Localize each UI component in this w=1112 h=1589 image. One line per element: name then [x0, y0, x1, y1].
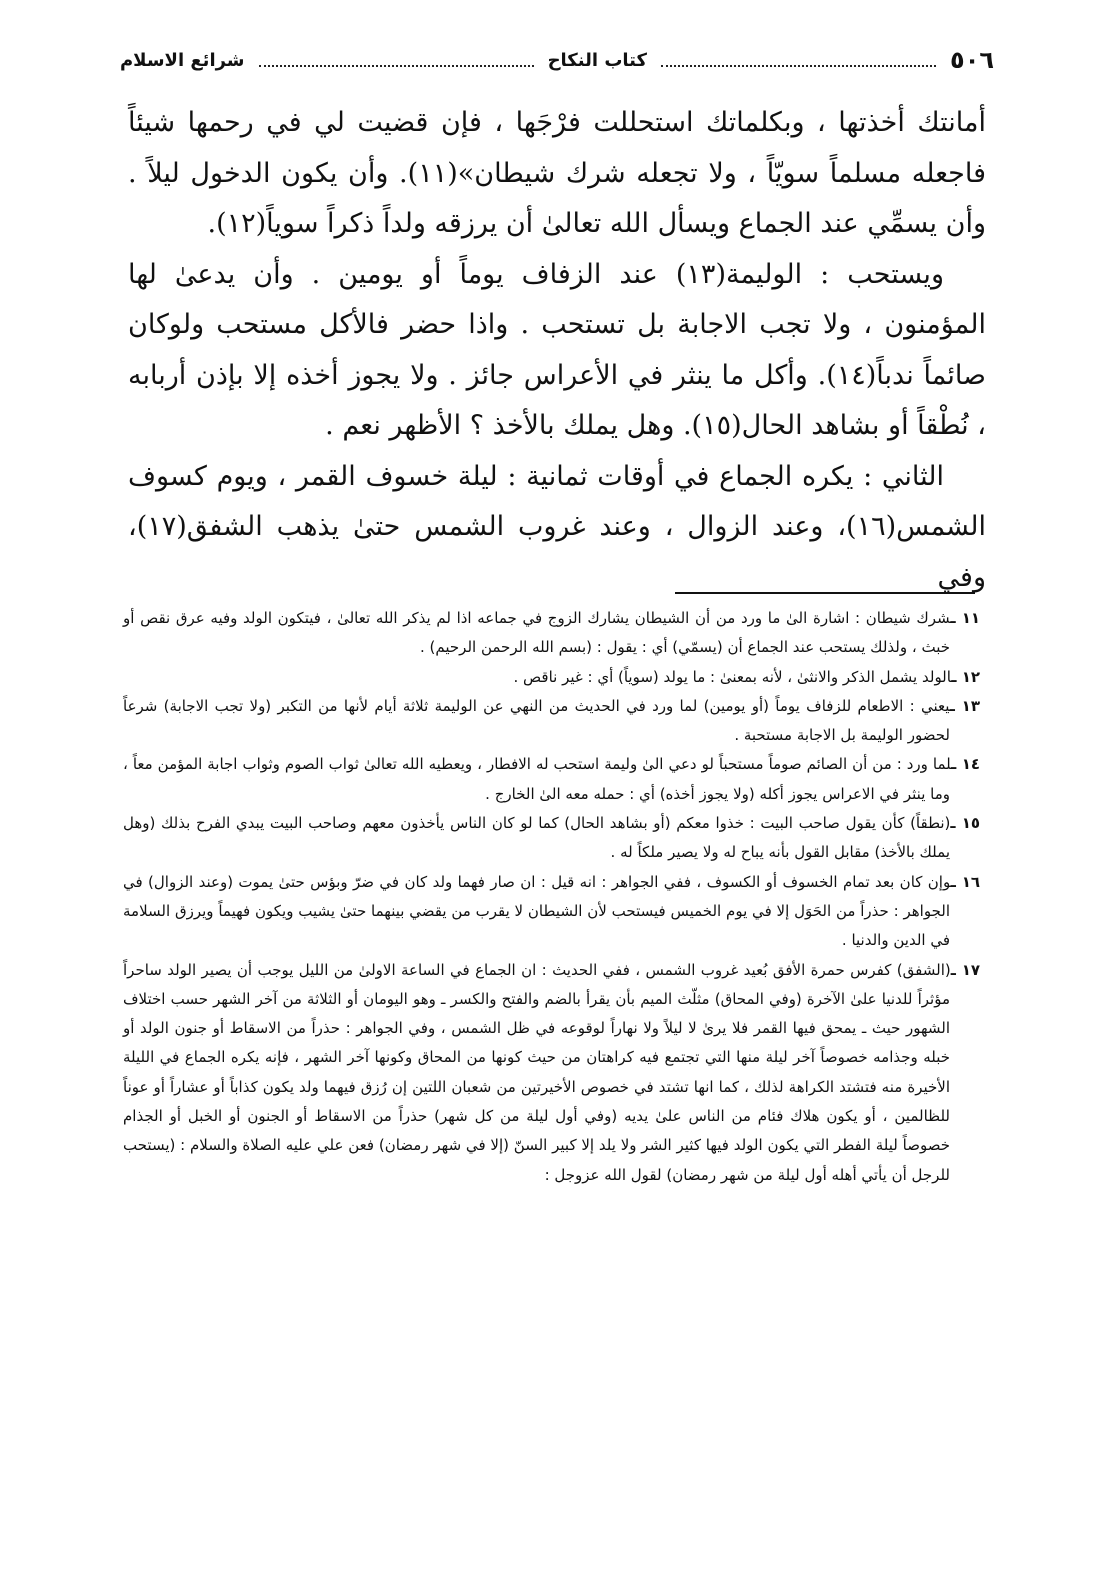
footnote	[123, 868, 980, 956]
footnote-separator	[675, 592, 975, 594]
main-text	[128, 98, 986, 603]
footnote-text: وإن كان بعد تمام الخسوف أو الكسوف ، ففي الجواهر : انه قيل : ان صار فهما ولد كان في ضرّ وبؤس حتىٰ يموت (وعند الزوال) في الجواهر : حذراً من الحَوَل إلا في يوم الخميس فيستحب لأن الشيطان لا يقرب من يقضي بينهما حتىٰ يشيب ويكون فهيماً ويرزق السلامة في الدين والدنيا .	[123, 872, 951, 950]
main-paragraph: ويستحب : الوليمة(١٣) عند الزفاف يوماً أو يومين . وأن يدعىٰ لها المؤمنون ، ولا تجب الاجابة بل تستحب . واذا حضر فالأكل مستحب ولوكان صائماً ندباً(١٤). وأكل ما ينثر في الأعراس جائز . ولا يجوز أخذه إلا بإذن أربابه ، نُطْقاً أو بشاهد الحال(١٥). وهل يملك بالأخذ ؟ الأظهر نعم .	[128, 258, 986, 441]
footnote	[123, 750, 980, 809]
footnote-number: ١١ ـ	[950, 609, 980, 627]
footnote-number: ١٦ ـ	[950, 872, 980, 891]
footnote-text: (الشفق) كفرس حمرة الأفق بُعيد غروب الشمس ، ففي الحديث : ان الجماع في الساعة الاولىٰ من الليل يوجب أن يصير الولد ساحراً مؤثراً للدنيا علىٰ الآخرة (وفي المحاق) مثلّث الميم بأن يقرأ بالضم والفتح والكسر ـ وهو اليومان أو الثلاثة من آخر الشهر حسب اختلاف الشهور حيث ـ يمحق فيها القمر فلا يرىٰ لا ليلاً ولا نهاراً لوقوعه في ظل الشمس ، وفي الجواهر : حذراً من الاسقاط أو جنون الولد أو خبله وجذامه خصوصاً آخر ليلة منها التي تجتمع فيه كراهتان من حيث كونها من المحاق وكونها آخر الشهر ، فإنه يكره الجماع في الليلة الأخيرة منه فتشتد الكراهة لذلك ، كما انها تشتد في خصوص الأخيرتين من شعبان اللتين إن رُزق فيهما ولد يكون كذاباً أو عشاراً أو عوناً للظالمين ، أو يكون هلاك فئام من الناس علىٰ يديه (وفي أول ليلة من كل شهر) حذراً من الاسقاط أو الجنون أو الخبل أو الجذام خصوصاً ليلة الفطر التي يكون الولد فيها كثير الشر ولا يلد إلا كبير السنّ (إلا في شهر رمضان) فعن علي عليه الصلاة والسلام : (يستحب للرجل أن يأتي أهله أول ليلة من شهر رمضان) لقول الله عزوجل :	[123, 960, 951, 1184]
footnote-number: ١٤ ـ	[951, 755, 980, 774]
footnote-text: الولد يشمل الذكر والانثىٰ ، لأنه بمعنىٰ : ما يولد (سوياً) أي : غير ناقص .	[513, 667, 952, 686]
book-title: شرائع الاسلام	[119, 49, 245, 71]
footnotes	[123, 604, 980, 1190]
main-paragraph: الثاني : يكره الجماع في أوقات ثمانية : ليلة خسوف القمر ، ويوم كسوف الشمس(١٦)، وعند الزوال ، وعند غروب الشمس حتىٰ يذهب الشفق(١٧)، وفي	[128, 460, 986, 593]
main-paragraph: أمانتك أخذتها ، وبكلماتك استحللت فرْجَها ، فإن قضيت لي في رحمها شيئاً فاجعله مسلماً سويّاً ، ولا تجعله شرك شيطان»(١١). وأن يكون الدخول ليلاً . وأن يسمِّي عند الجماع ويسأل الله تعالىٰ أن يرزقه ولداً ذكراً سوياً(١٢).	[128, 107, 987, 239]
footnote	[123, 604, 980, 663]
footnote-number: ١٧ ـ	[950, 960, 980, 979]
footnote-number: ١٥ ـ	[950, 814, 980, 833]
header-dot-leader	[259, 65, 534, 67]
header-dot-leader	[661, 65, 936, 67]
footnote-text: شرك شيطان : اشارة الىٰ ما ورد من أن الشيطان يشارك الزوج في جماعه اذا لم يذكر الله تعالىٰ ، فيتكون الولد وفيه عرق نقص أو خبث ، ولذلك يستحب عند الجماع أن (يسمّي) أي : يقول : (بسم الله الرحمن الرحيم) .	[123, 609, 951, 657]
footnote	[123, 809, 980, 868]
footnote	[123, 956, 980, 1190]
footnote-text: (نطقاً) كأن يقول صاحب البيت : خذوا معكم (أو بشاهد الحال) كما لو كان الناس يأخذون معهم وصاحب البيت يبدي الفرح بذلك (وهل يملك بالأخذ) مقابل القول بأنه يباح له ولا يصير ملكاً له .	[123, 814, 951, 862]
footnote	[123, 663, 980, 692]
footnote-text: يعني : الاطعام للزفاف يوماً (أو يومين) لما ورد في الحديث من النهي عن الوليمة ثلاثة أيام لأنها من التكبر (ولا تجب الاجابة) شرعاً لحضور الوليمة بل الاجابة مستحبة .	[123, 696, 950, 745]
chapter-title: كتاب النكاح	[547, 49, 647, 71]
footnote-number: ١٣ ـ	[949, 696, 980, 715]
footnote	[123, 692, 980, 751]
footnote-text: لما ورد : من أن الصائم صوماً مستحباً لو دعي الىٰ وليمة استحب له الافطار ، ويعطيه الله تعالىٰ ثواب الصوم وثواب اجابة المؤمن معاً ، وما ينثر في الاعراس يجوز أكله (ولا يجوز أخذه) أي : حمله معه الىٰ الخارج .	[123, 755, 952, 803]
page-number: ٥٠٦	[950, 46, 994, 74]
footnote-number: ١٢ ـ	[951, 667, 980, 686]
running-header	[120, 40, 994, 80]
